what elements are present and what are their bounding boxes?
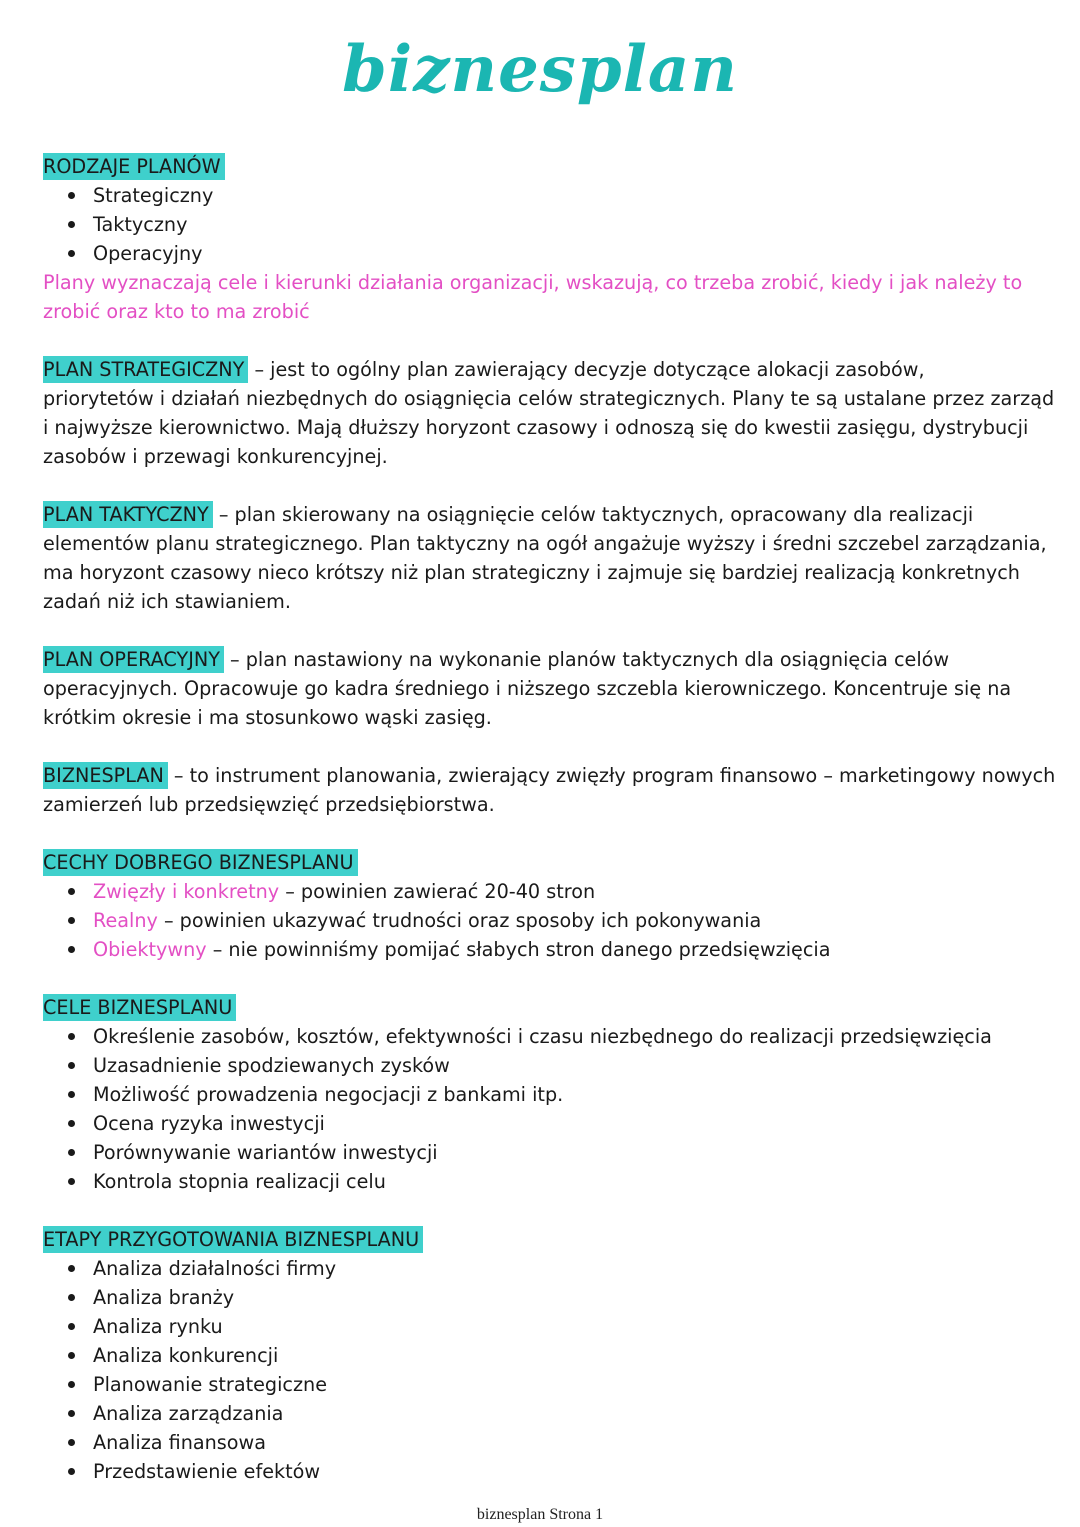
list-item: Taktyczny <box>43 210 1058 239</box>
list-item: Przedstawienie efektów <box>43 1457 1058 1486</box>
bullet-icon <box>68 1294 75 1301</box>
list-item: Obiektywny – nie powinniśmy pomijać słabych stron danego przedsięwzięcia <box>43 935 1058 964</box>
plans-note-line: Plany wyznaczają cele i kierunki działania organizacji, wskazują, co trzeba zrobić, kiedy i jak należy to <box>43 271 1023 294</box>
business-plan-paragraph: BIZNESPLAN – to instrument planowania, zwierający zwięzły program finansowo – marketingowy nowych <box>43 764 1056 787</box>
bullet-icon <box>68 946 75 953</box>
highlighted-term: PLAN STRATEGICZNY <box>43 356 248 383</box>
highlighted-term: BIZNESPLAN <box>43 762 168 789</box>
bullet-icon <box>68 1352 75 1359</box>
bullet-icon <box>68 1265 75 1272</box>
features-list <box>43 877 1058 964</box>
paragraph-line: operacyjnych. Opracowuje go kadra średniego i niższego szczebla kierowniczego. Koncentruje się na <box>43 677 1012 700</box>
list-item: Zwięzły i konkretny – powinien zawierać 20-40 stron <box>43 877 1058 906</box>
tactical-plan-paragraph: PLAN TAKTYCZNY – plan skierowany na osiągnięcie celów taktycznych, opracowany dla realizacji <box>43 503 974 526</box>
paragraph-line: zamierzeń lub przedsięwzięć przedsiębiorstwa. <box>43 793 495 816</box>
bullet-icon <box>68 1381 75 1388</box>
bullet-icon <box>68 1468 75 1475</box>
list-item: Analiza branży <box>43 1283 1058 1312</box>
plans-note-line: zrobić oraz kto to ma zrobić <box>43 300 310 323</box>
bullet-icon <box>68 1439 75 1446</box>
bullet-icon <box>68 192 75 199</box>
bullet-icon <box>68 1120 75 1127</box>
paragraph-line: ma horyzont czasowy nieco krótszy niż plan strategiczny i zajmuje się bardziej realizacją konkretnych <box>43 561 1020 584</box>
list-item: Kontrola stopnia realizacji celu <box>43 1167 1058 1196</box>
section-heading-features <box>43 848 1058 877</box>
bullet-icon <box>68 1178 75 1185</box>
bullet-icon <box>68 1062 75 1069</box>
paragraph-line: elementów planu strategicznego. Plan taktyczny na ogół angażuje wyższy i średni szczebel zarządzania, <box>43 532 1047 555</box>
list-item: Uzasadnienie spodziewanych zysków <box>43 1051 1058 1080</box>
highlighted-heading: RODZAJE PLANÓW <box>43 153 225 180</box>
section-heading-stages <box>43 1225 1058 1254</box>
strategic-plan-paragraph: PLAN STRATEGICZNY – jest to ogólny plan zawierający decyzje dotyczące alokacji zasobów, <box>43 358 925 381</box>
paragraph-line: priorytetów i działań niezbędnych do osiągnięcia celów strategicznych. Plany te są ustalane przez zarząd <box>43 387 1055 410</box>
goals-list <box>43 1022 1058 1196</box>
bullet-icon <box>68 917 75 924</box>
list-item: Realny – powinien ukazywać trudności oraz sposoby ich pokonywania <box>43 906 1058 935</box>
list-item: Analiza działalności firmy <box>43 1254 1058 1283</box>
paragraph-line: krótkim okresie i ma stosunkowo wąski zasięg. <box>43 706 492 729</box>
operational-plan-paragraph: PLAN OPERACYJNY – plan nastawiony na wykonanie planów taktycznych dla osiągnięcia celów <box>43 648 950 671</box>
bullet-icon <box>68 1323 75 1330</box>
list-item: Analiza konkurencji <box>43 1341 1058 1370</box>
document-body <box>43 152 1058 1486</box>
list-item: Analiza rynku <box>43 1312 1058 1341</box>
paragraph-line: i najwyższe kierownictwo. Mają dłuższy horyzont czasowy i odnoszą się do kwestii zasięgu, dystrybucji <box>43 416 1029 439</box>
stages-list <box>43 1254 1058 1486</box>
list-item: Określenie zasobów, kosztów, efektywności i czasu niezbędnego do realizacji przedsięwzięcia <box>43 1022 1058 1051</box>
list-item: Planowanie strategiczne <box>43 1370 1058 1399</box>
bullet-icon <box>68 1410 75 1417</box>
bullet-icon <box>68 221 75 228</box>
bullet-icon <box>68 1149 75 1156</box>
highlighted-term: PLAN TAKTYCZNY <box>43 501 213 528</box>
paragraph-line: zasobów i przewagi konkurencyjnej. <box>43 445 388 468</box>
bullet-icon <box>68 888 75 895</box>
section-heading-goals <box>43 993 1058 1022</box>
highlighted-heading: ETAPY PRZYGOTOWANIA BIZNESPLANU <box>43 1226 423 1253</box>
page-footer: biznesplan Strona 1 <box>476 1506 604 1523</box>
plan-types-list <box>43 181 1058 268</box>
list-item: Strategiczny <box>43 181 1058 210</box>
bullet-icon <box>68 1033 75 1040</box>
bullet-icon <box>68 250 75 257</box>
list-item: Analiza finansowa <box>43 1428 1058 1457</box>
section-heading-plan-types <box>43 152 1058 181</box>
list-item: Operacyjny <box>43 239 1058 268</box>
list-item: Ocena ryzyka inwestycji <box>43 1109 1058 1138</box>
document-title: biznesplan <box>342 32 738 107</box>
list-item: Porównywanie wariantów inwestycji <box>43 1138 1058 1167</box>
list-item: Analiza zarządzania <box>43 1399 1058 1428</box>
list-item: Możliwość prowadzenia negocjacji z bankami itp. <box>43 1080 1058 1109</box>
paragraph-line: zadań niż ich stawianiem. <box>43 590 291 613</box>
highlighted-heading: CECHY DOBREGO BIZNESPLANU <box>43 849 358 876</box>
bullet-icon <box>68 1091 75 1098</box>
highlighted-heading: CELE BIZNESPLANU <box>43 994 236 1021</box>
highlighted-term: PLAN OPERACYJNY <box>43 646 224 673</box>
